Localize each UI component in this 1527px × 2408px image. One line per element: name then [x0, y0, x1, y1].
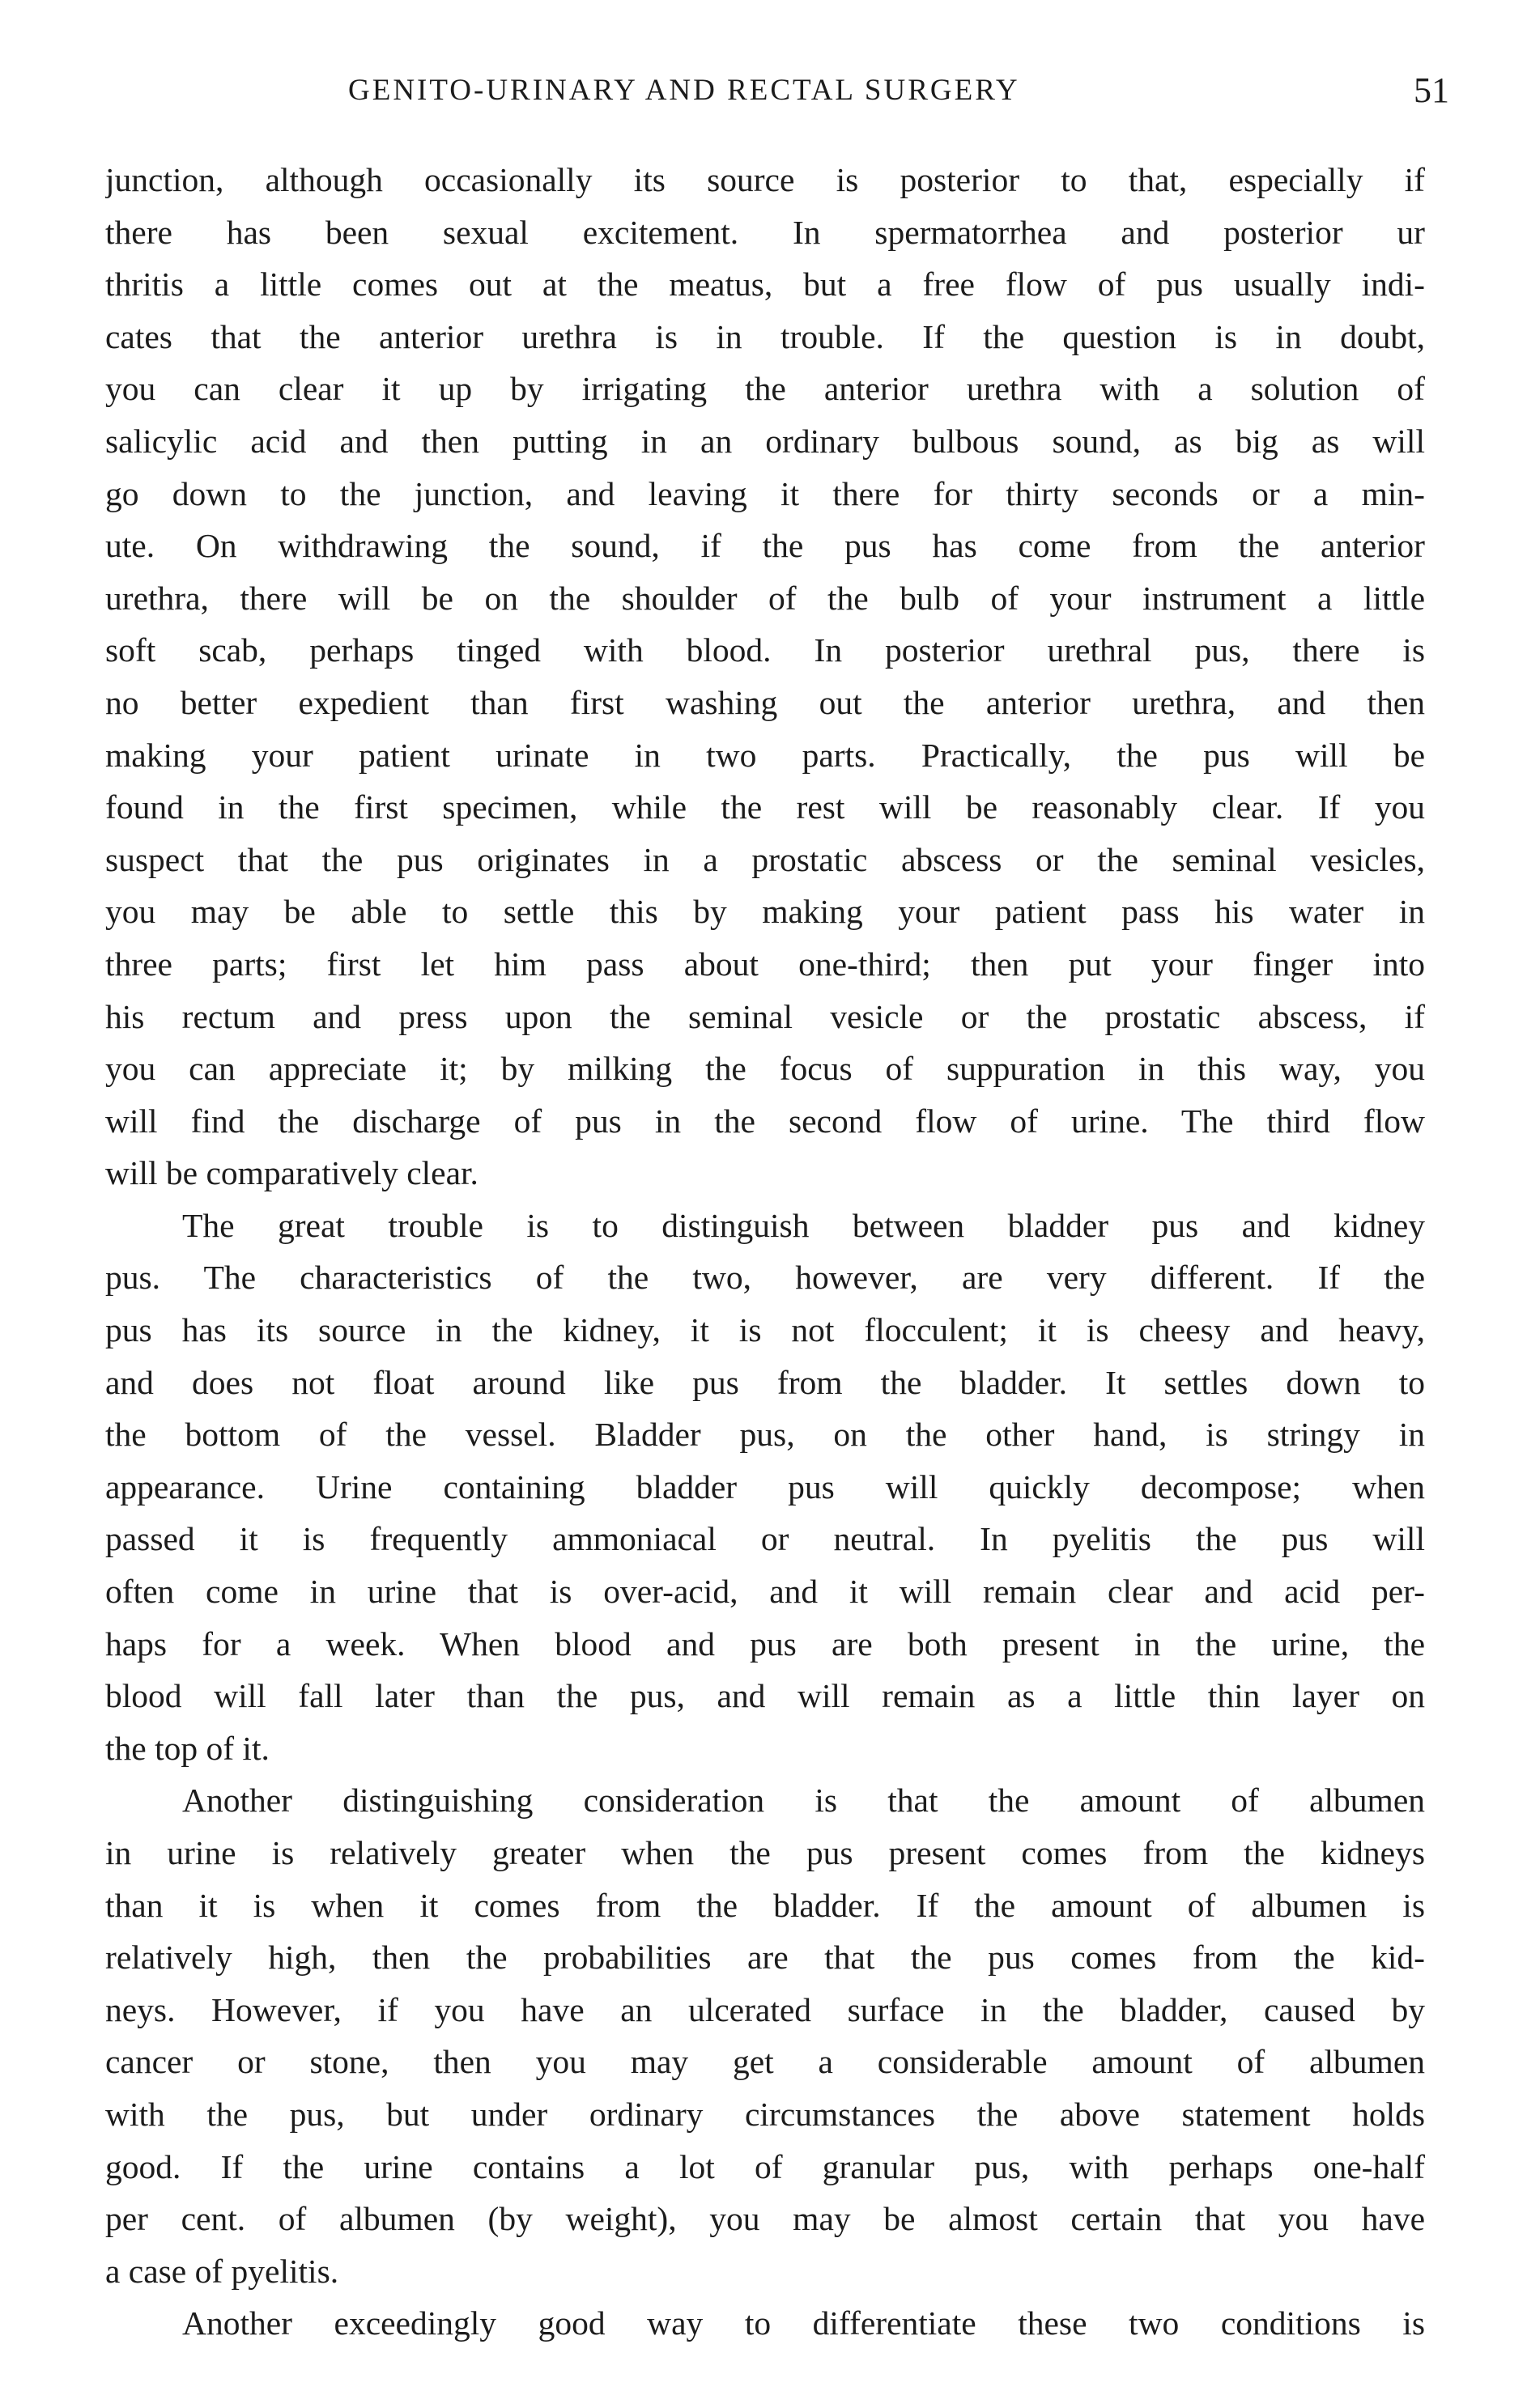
- text-line: urethra, there will be on the shoulder of the bulb of your instrument a little: [105, 579, 1425, 617]
- text-line: the bottom of the vessel. Bladder pus, on the other hand, is stringy in: [105, 1416, 1425, 1454]
- text-line: will find the discharge of pus in the second flow of urine. The third flow: [105, 1102, 1425, 1140]
- body-text: [105, 154, 1425, 2350]
- text-line: you may be able to settle this by making your patient pass his water in: [105, 893, 1425, 931]
- text-line: thritis a little comes out at the meatus, but a free flow of pus usually indi-: [105, 265, 1425, 304]
- text-line: neys. However, if you have an ulcerated surface in the bladder, caused by: [105, 1990, 1425, 2028]
- text-line: in urine is relatively greater when the pus present comes from the kidneys: [105, 1834, 1425, 1871]
- text-line: will be comparatively clear.: [105, 1154, 479, 1192]
- text-line: Another distinguishing consideration is that the amount of albumen: [182, 1782, 1425, 1820]
- text-line: with the pus, but under ordinary circumstances the above statement holds: [105, 2095, 1425, 2133]
- text-line: blood will fall later than the pus, and will remain as a little thin layer on: [105, 1677, 1425, 1715]
- text-line: no better expedient than first washing out the anterior urethra, and then: [105, 683, 1425, 721]
- text-line: per cent. of albumen (by weight), you may be almost certain that you have: [105, 2200, 1425, 2238]
- text-line: cates that the anterior urethra is in trouble. If the question is in doubt,: [105, 317, 1425, 355]
- text-line: soft scab, perhaps tinged with blood. In posterior urethral pus, there is: [105, 631, 1425, 669]
- text-line: three parts; first let him pass about one-third; then put your finger into: [105, 945, 1425, 983]
- text-line: The great trouble is to distinguish between bladder pus and kidney: [182, 1206, 1425, 1244]
- text-line: the top of it.: [105, 1729, 270, 1767]
- text-line: ute. On withdrawing the sound, if the pus has come from the anterior: [105, 527, 1425, 565]
- running-head: [105, 66, 1449, 115]
- text-line: go down to the junction, and leaving it there for thirty seconds or a min-: [105, 474, 1425, 512]
- text-line: junction, although occasionally its source is posterior to that, especially if: [105, 161, 1425, 198]
- text-line: salicylic acid and then putting in an ordinary bulbous sound, as big as will: [105, 422, 1425, 460]
- text-line: and does not float around like pus from the bladder. It settles down to: [105, 1363, 1425, 1401]
- running-title: GENITO-URINARY AND RECTAL SURGERY: [348, 74, 1020, 107]
- text-line: relatively high, then the probabilities are that the pus comes from the kid-: [105, 1939, 1425, 1977]
- text-line: his rectum and press upon the seminal vesicle or the prostatic abscess, if: [105, 997, 1425, 1035]
- text-line: Another exceedingly good way to differentiate these two conditions is: [182, 2304, 1425, 2342]
- text-line: haps for a week. When blood and pus are both present in the urine, the: [105, 1624, 1425, 1663]
- text-line: often come in urine that is over-acid, and it will remain clear and acid per-: [105, 1573, 1425, 1611]
- text-line: there has been sexual excitement. In spermatorrhea and posterior ur: [105, 213, 1425, 251]
- text-line: appearance. Urine containing bladder pus will quickly decompose; when: [105, 1467, 1425, 1506]
- text-line: pus. The characteristics of the two, however, are very different. If the: [105, 1259, 1425, 1297]
- text-line: than it is when it comes from the bladder. If the amount of albumen is: [105, 1886, 1425, 1924]
- text-line: passed it is frequently ammoniacal or neutral. In pyelitis the pus will: [105, 1520, 1425, 1558]
- page-number: 51: [1414, 70, 1449, 110]
- text-line: good. If the urine contains a lot of granular pus, with perhaps one-half: [105, 2147, 1425, 2185]
- text-line: making your patient urinate in two parts. Practically, the pus will be: [105, 736, 1425, 774]
- text-line: found in the first specimen, while the rest will be reasonably clear. If you: [105, 788, 1425, 826]
- text-line: you can appreciate it; by milking the focus of suppuration in this way, you: [105, 1050, 1425, 1088]
- text-line: a case of pyelitis.: [105, 2252, 339, 2290]
- text-line: cancer or stone, then you may get a considerable amount of albumen: [105, 2043, 1425, 2081]
- text-line: you can clear it up by irrigating the anterior urethra with a solution of: [105, 370, 1425, 408]
- text-line: pus has its source in the kidney, it is not flocculent; it is cheesy and heavy,: [105, 1311, 1425, 1349]
- text-line: suspect that the pus originates in a prostatic abscess or the seminal vesicles,: [105, 840, 1425, 878]
